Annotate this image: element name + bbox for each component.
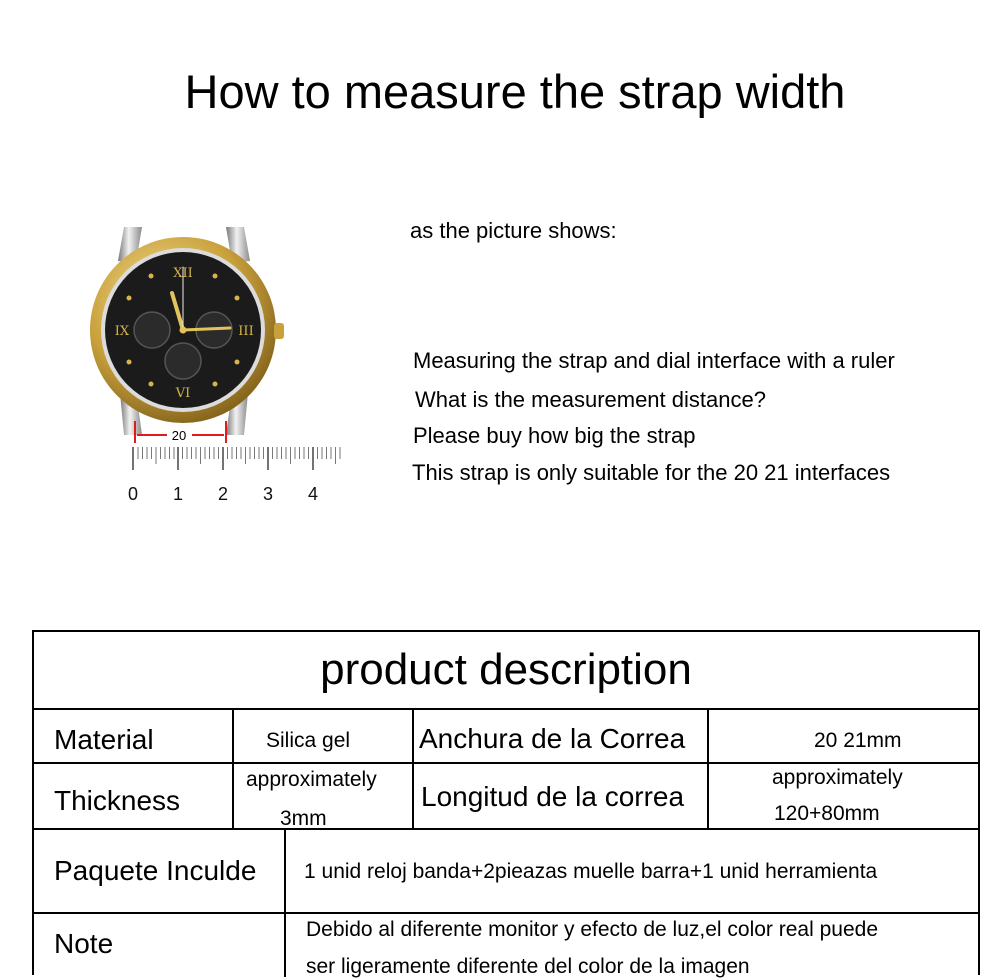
strap-length-value: approximately — [772, 766, 903, 789]
instruction-line: Please buy how big the strap — [413, 423, 696, 448]
numeral-xii: XII — [173, 266, 193, 281]
instruction-line: Measuring the strap and dial interface with a ruler — [413, 348, 895, 373]
instruction-line: This strap is only suitable for the 20 21 interfaces — [412, 460, 891, 485]
intro-text: as the picture shows: — [410, 218, 617, 243]
material-label: Material — [54, 724, 154, 755]
thickness-label: Thickness — [54, 785, 181, 816]
width-marker — [135, 421, 226, 443]
ruler — [133, 447, 340, 470]
strap-width-label: Anchura de la Correa — [419, 723, 686, 754]
ruler-number: 4 — [307, 484, 319, 504]
width-marker-label: 20 — [171, 428, 187, 443]
ruler-number: 1 — [172, 484, 184, 504]
page-title: How to measure the strap width — [184, 65, 846, 118]
product-description-table — [32, 630, 980, 978]
watch-crown — [274, 323, 284, 339]
ruler-number: 3 — [262, 484, 274, 504]
note-value: Debido al diferente monitor y efecto de luz,el color real puede — [306, 918, 879, 941]
package-value: 1 unid reloj banda+2pieazas muelle barra+1 unid herramienta — [304, 860, 878, 883]
note-label: Note — [54, 928, 114, 959]
numeral-iii: III — [238, 324, 254, 339]
note-value: ser ligeramente diferente del color de la imagen — [306, 955, 750, 978]
material-value: Silica gel — [266, 729, 351, 752]
thickness-value: 3mm — [280, 807, 327, 830]
numeral-ix: IX — [114, 324, 130, 339]
strap-width-value: 20 21mm — [814, 729, 902, 752]
strap-length-value: 120+80mm — [774, 802, 880, 825]
package-label: Paquete Inculde — [54, 855, 257, 886]
instruction-line: What is the measurement distance? — [415, 387, 766, 412]
numeral-vi: VI — [175, 386, 191, 401]
watch-measurement-illustration — [80, 215, 360, 510]
strap-length-label: Longitud de la correa — [421, 781, 685, 812]
thickness-value: approximately — [246, 768, 377, 791]
ruler-number: 2 — [217, 484, 229, 504]
ruler-number: 0 — [127, 484, 139, 504]
product-description-title: product description — [34, 632, 978, 710]
